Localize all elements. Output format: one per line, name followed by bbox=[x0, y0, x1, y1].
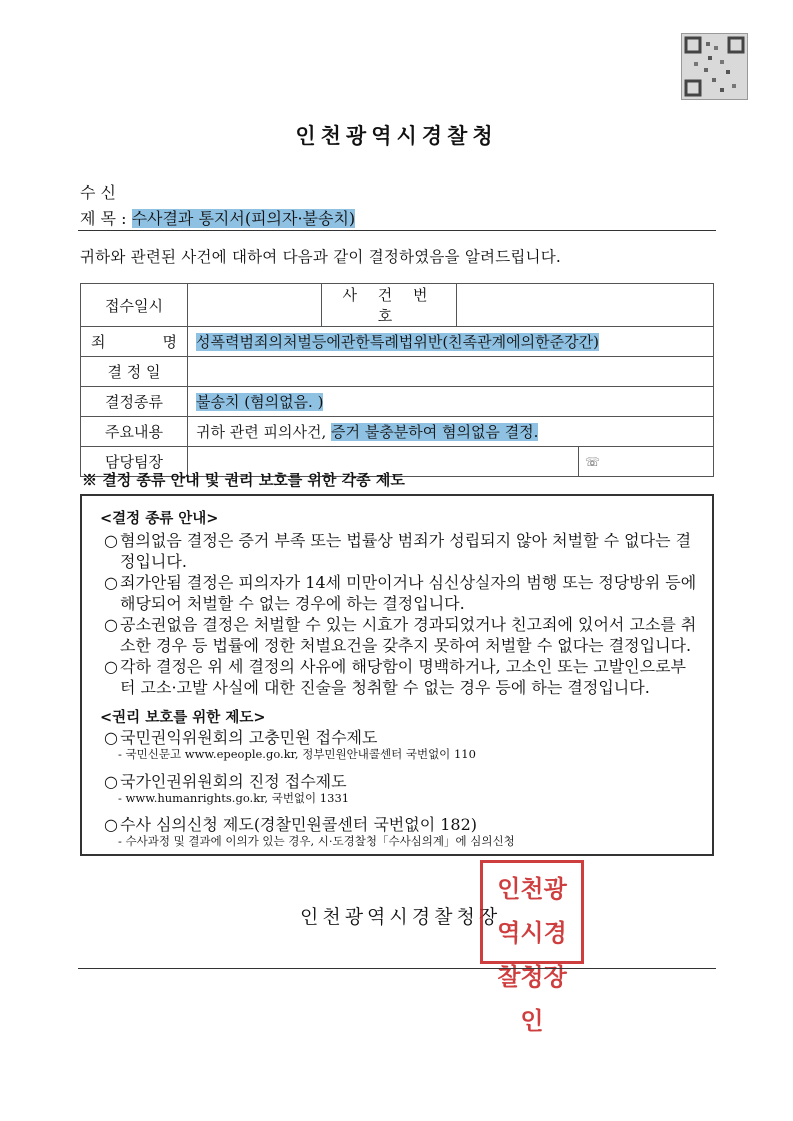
bullet-icon: ○ bbox=[104, 772, 118, 791]
content-label: 주요내용 bbox=[81, 417, 188, 447]
decision-date-label: 결 정 일 bbox=[81, 357, 188, 387]
subject-label: 제 목 : bbox=[80, 209, 132, 228]
subject-text: 수사결과 통지서(피의자·불송치) bbox=[131, 209, 356, 228]
official-seal bbox=[480, 860, 584, 1035]
seal-text: 인천광역시경찰청장인 bbox=[497, 875, 567, 1035]
qr-code bbox=[681, 33, 748, 100]
list-item-detail: - 수사과정 및 결과에 이의가 있는 경우, 시·도경찰청「수사심의계」에 심의신청 bbox=[118, 834, 515, 848]
bullet-icon: ○ bbox=[104, 531, 118, 550]
decision-type-label: 결정종류 bbox=[81, 387, 188, 417]
signature-line: 인천광역시경찰청장 bbox=[300, 906, 502, 928]
content-prefix: 귀하 관련 피의사건, bbox=[196, 423, 331, 441]
footer-divider bbox=[78, 968, 716, 969]
list-item-detail: - www.humanrights.go.kr, 국번없이 1331 bbox=[118, 791, 350, 805]
phone-icon: ☏ bbox=[579, 447, 714, 477]
charge-value: 성폭력범죄의처벌등에관한특례법위반(친족관계에의한준강간) bbox=[196, 333, 599, 351]
list-item-detail: - 국민신문고 www.epeople.go.kr, 정부민원안내콜센터 국번없이 110 bbox=[118, 747, 476, 761]
bullet-icon: ○ bbox=[104, 573, 118, 592]
list-item: ○ 각하 결정은 위 세 결정의 사유에 해당함이 명백하거나, 고소인 또는 고발인으로부터 고소·고발 사실에 대한 진술을 청취할 수 없는 경우 등에 하는 결정입니다. bbox=[104, 657, 686, 697]
content-value bbox=[188, 417, 714, 447]
received-date-value bbox=[188, 284, 322, 327]
list-item: ○ 죄가안됨 결정은 피의자가 14세 미만이거나 심신상실자의 범행 또는 정당방위 등에 해당되어 처벌할 수 없는 경우에 하는 결정입니다. bbox=[104, 573, 697, 613]
list-item: ○ 공소권없음 결정은 처벌할 수 있는 시효가 경과되었거나 친고죄에 있어서 고소를 취소한 경우 등 법률에 정한 처벌요건을 갖추지 못하여 처벌할 수 없다는 결정입니다. bbox=[104, 615, 697, 655]
list-item: ○ 수사 심의신청 제도(경찰민원콜센터 국번없이 182) bbox=[104, 815, 478, 834]
list-item: ○ 국민권익위원회의 고충민원 접수제도 bbox=[104, 728, 378, 747]
header-divider bbox=[78, 230, 716, 231]
notice-heading: ※ 결정 종류 안내 및 권리 보호를 위한 각종 제도 bbox=[82, 471, 405, 489]
received-date-label: 접수일시 bbox=[81, 284, 188, 327]
list-item: ○ 혐의없음 결정은 증거 부족 또는 법률상 범죄가 성립되지 않아 처벌할 수 없다는 결정입니다. bbox=[104, 531, 692, 571]
intro-text: 귀하와 관련된 사건에 대하여 다음과 같이 결정하였음을 알려드립니다. bbox=[80, 248, 562, 266]
section-decision-types-title: <결정 종류 안내> bbox=[100, 510, 219, 527]
bullet-icon: ○ bbox=[104, 815, 118, 834]
subject-line bbox=[80, 206, 355, 229]
list-item: ○ 국가인권위원회의 진정 접수제도 bbox=[104, 772, 347, 791]
agency-title: 인천광역시경찰청 bbox=[295, 123, 498, 148]
team-leader-label: 담당팀장 bbox=[81, 447, 188, 477]
decision-date-value bbox=[188, 357, 714, 387]
charge-label: 죄 명 bbox=[81, 327, 188, 357]
bullet-icon: ○ bbox=[104, 657, 118, 676]
section-rights-title: <권리 보호를 위한 제도> bbox=[100, 709, 266, 726]
case-info-table bbox=[80, 283, 714, 477]
content-highlight: 증거 불충분하여 혐의없음 결정. bbox=[331, 423, 539, 441]
case-number-value bbox=[457, 284, 714, 327]
recipient-label: 수 신 bbox=[80, 183, 116, 202]
case-number-label: 사 건 번 호 bbox=[322, 284, 457, 327]
decision-type-value: 불송치 (혐의없음. ) bbox=[196, 393, 324, 411]
bullet-icon: ○ bbox=[104, 615, 118, 634]
bullet-icon: ○ bbox=[104, 728, 118, 747]
